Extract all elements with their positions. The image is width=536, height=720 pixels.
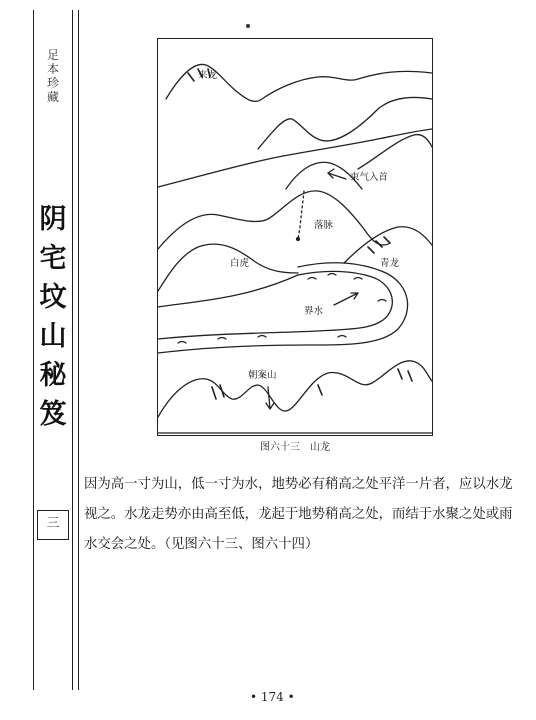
figure-illustration (157, 38, 433, 436)
falling-vein-line (298, 191, 304, 239)
vein-point (297, 238, 300, 241)
series-char: 藏 (46, 90, 59, 104)
body-text (84, 470, 514, 560)
label-qing-long: 青龙 (380, 258, 400, 269)
body-paragraph: 因为高一寸为山，低一寸为水，地势必有稍高之处平洋一片者，应以水龙视之。水龙走势亦由高至低，龙起于地势稍高之处，而结于水聚之处或雨水交会之处。（见图六十三、图六十四） (84, 477, 513, 552)
label-chao-an: 朝案山 (248, 370, 277, 381)
title-char: 阴 (39, 204, 67, 235)
main-ridge (158, 191, 390, 249)
front-mountain-range (158, 361, 432, 417)
title-char: 笈 (39, 399, 67, 430)
figure-caption: 图六十三 山龙 (260, 442, 330, 453)
label-luo-mai: 落脉 (314, 220, 334, 231)
page-number: • 174 • (250, 690, 295, 704)
white-tiger-base (158, 275, 298, 307)
series-char: 足 (46, 48, 59, 62)
boundary-water-upper (158, 271, 392, 339)
title-char: 山 (39, 321, 67, 352)
series-char: 本 (46, 62, 59, 76)
series-name (37, 48, 69, 104)
label-jie-shui: 界水 (304, 306, 324, 317)
title-char: 秘 (39, 360, 67, 391)
series-char: 珍 (46, 76, 59, 90)
book-title (35, 200, 71, 434)
title-char: 宅 (39, 243, 67, 274)
landscape-drawing (158, 39, 432, 435)
page-speck (246, 24, 250, 28)
label-lai-long: 来龙 (198, 70, 218, 81)
side-bar-rule (78, 10, 79, 690)
side-bar (33, 10, 73, 690)
label-bai-hu: 白虎 (230, 258, 250, 269)
label-shu-qi: 束气入首 (350, 172, 389, 183)
mid-ridge-right (358, 135, 432, 169)
title-char: 坟 (39, 282, 67, 313)
distant-ridge (258, 97, 432, 149)
chapter-seal: 三 (37, 510, 69, 540)
